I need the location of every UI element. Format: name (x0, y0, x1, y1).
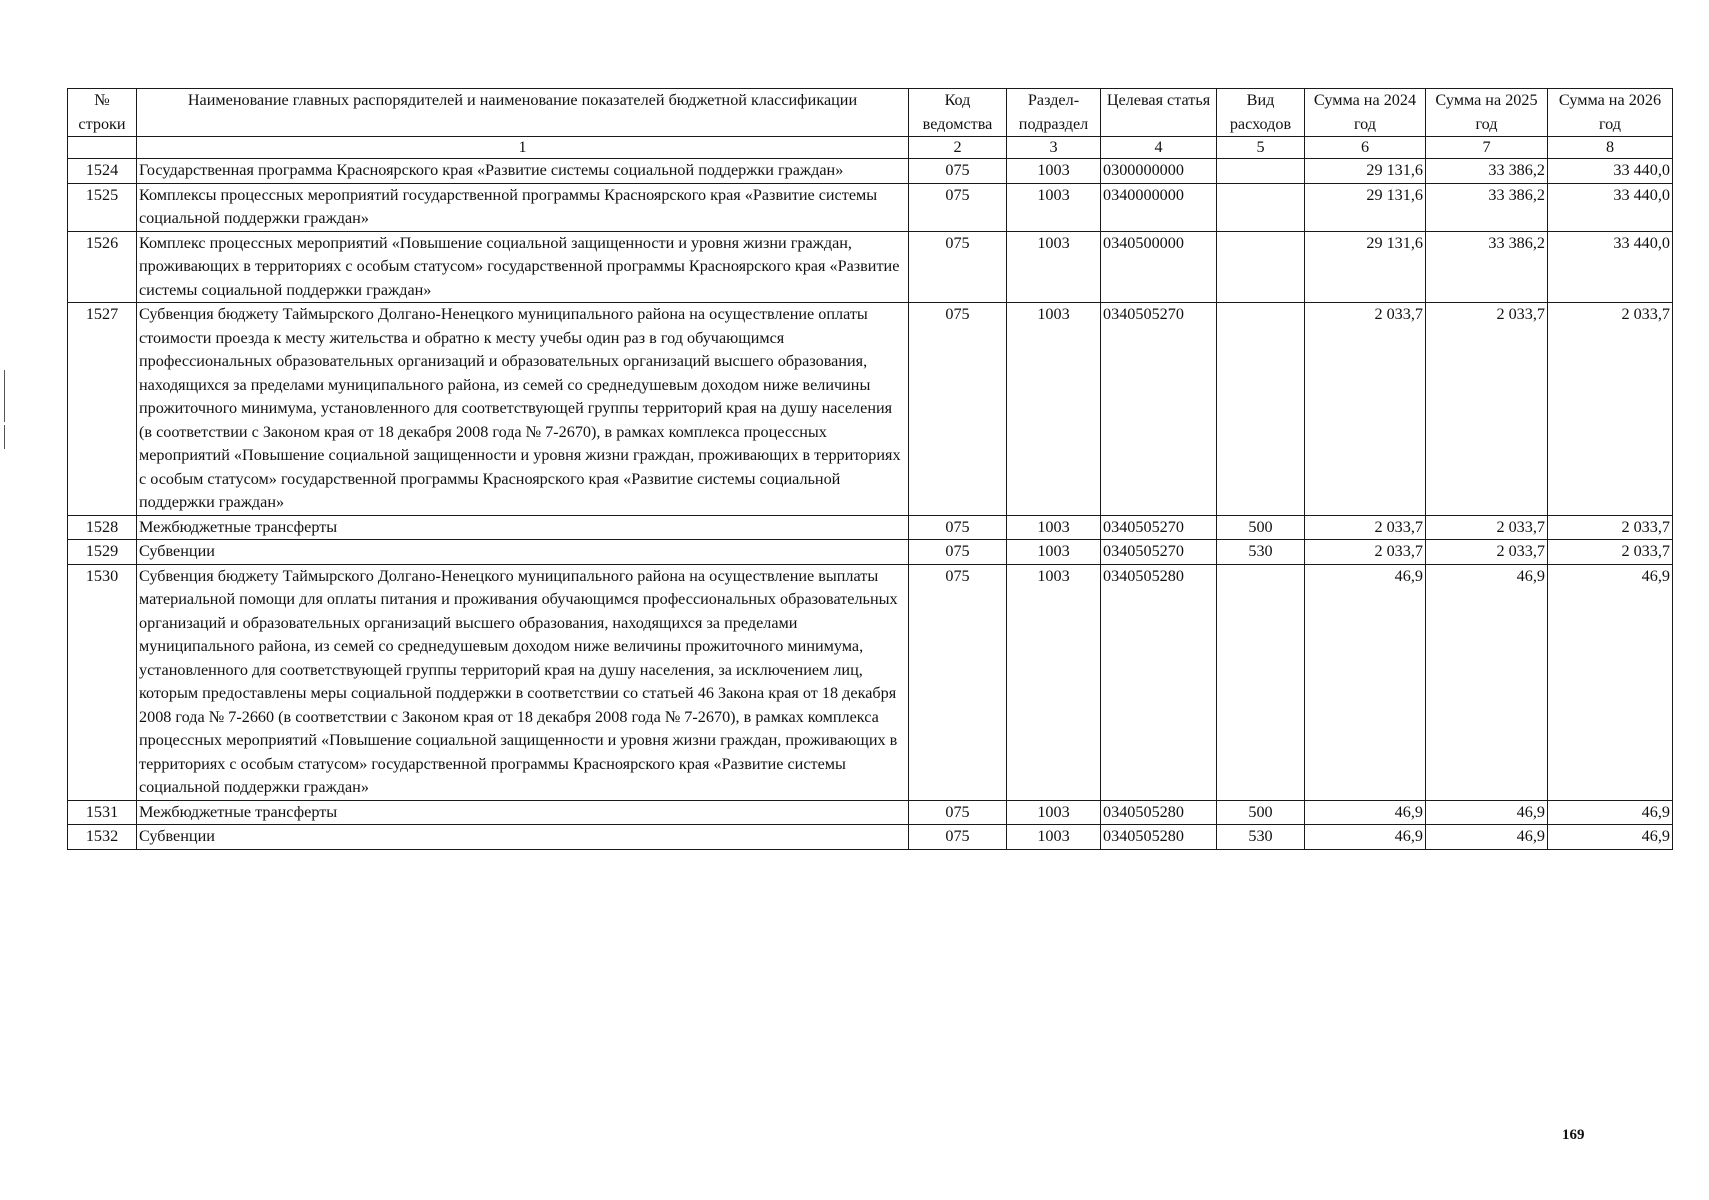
section-cell: 1003 (1007, 564, 1101, 800)
section-cell: 1003 (1007, 159, 1101, 184)
column-number: 1 (137, 137, 909, 159)
column-number: 6 (1305, 137, 1426, 159)
sum-2026-cell: 2 033,7 (1548, 515, 1673, 540)
scan-mark (4, 370, 5, 422)
row-number-cell: 1527 (68, 303, 137, 516)
row-number-cell: 1528 (68, 515, 137, 540)
target-article-cell: 0340505280 (1101, 564, 1217, 800)
expense-type-cell (1217, 231, 1305, 303)
sum-2025-cell: 46,9 (1426, 825, 1548, 850)
sum-2024-cell: 29 131,6 (1305, 159, 1426, 184)
dept-code-cell: 075 (909, 159, 1007, 184)
header-sum-2026: Сумма на 2026 год (1548, 89, 1673, 137)
sum-2024-cell: 46,9 (1305, 825, 1426, 850)
row-name-cell: Комплекс процессных мероприятий «Повышение социальной защищенности и уровня жизни граждан, проживающих в территориях с особым статусом» государственной программы Красноярского края «Развитие системы социальной поддержки граждан» (137, 231, 909, 303)
sum-2024-cell: 46,9 (1305, 564, 1426, 800)
row-name-cell: Субвенция бюджету Таймырского Долгано-Ненецкого муниципального района на осуществление выплаты материальной помощи для оплаты питания и проживания обучающимся профессиональных образовательных организаций и образовательных организаций высшего образования, находящихся за пределами муниципального района, из семей со среднедушевым доходом ниже величины прожиточного минимума, установленного для соответствующей группы территорий края на душу населения, за исключением лиц, которым предоставлены меры социальной поддержки в соответствии со статьей 46 Закона края от 18 декабря 2008 года № 7-2660 (в соответствии с Законом края от 18 декабря 2008 года № 7-2670), в рамках комплекса процессных мероприятий «Повышение социальной защищенности и уровня жизни граждан, проживающих в территориях с особым статусом» государственной программы Красноярского края «Развитие системы социальной поддержки граждан» (137, 564, 909, 800)
row-number-cell: 1526 (68, 231, 137, 303)
table-row (68, 515, 1673, 540)
header-expense-type: Вид расходов (1217, 89, 1305, 137)
row-number-cell: 1532 (68, 825, 137, 850)
dept-code-cell: 075 (909, 183, 1007, 231)
target-article-cell: 0340505270 (1101, 540, 1217, 565)
header-sum-2024: Сумма на 2024 год (1305, 89, 1426, 137)
sum-2024-cell: 2 033,7 (1305, 515, 1426, 540)
expense-type-cell: 500 (1217, 800, 1305, 825)
expense-type-cell (1217, 564, 1305, 800)
row-name-cell: Межбюджетные трансферты (137, 515, 909, 540)
row-name-cell: Субвенции (137, 540, 909, 565)
column-number: 2 (909, 137, 1007, 159)
sum-2026-cell: 46,9 (1548, 825, 1673, 850)
target-article-cell: 0340505270 (1101, 303, 1217, 516)
table-row (68, 825, 1673, 850)
column-number: 8 (1548, 137, 1673, 159)
target-article-cell: 0300000000 (1101, 159, 1217, 184)
scan-mark (4, 425, 5, 449)
row-number-cell: 1525 (68, 183, 137, 231)
column-number-row (68, 137, 1673, 159)
sum-2025-cell: 33 386,2 (1426, 231, 1548, 303)
header-name: Наименование главных распорядителей и наименование показателей бюджетной классификации (137, 89, 909, 137)
sum-2025-cell: 46,9 (1426, 800, 1548, 825)
row-number-cell: 1524 (68, 159, 137, 184)
row-number-cell: 1529 (68, 540, 137, 565)
row-name-cell: Субвенции (137, 825, 909, 850)
column-number: 5 (1217, 137, 1305, 159)
table-row (68, 564, 1673, 800)
section-cell: 1003 (1007, 231, 1101, 303)
section-cell: 1003 (1007, 515, 1101, 540)
header-target: Целевая статья (1101, 89, 1217, 137)
dept-code-cell: 075 (909, 303, 1007, 516)
sum-2025-cell: 33 386,2 (1426, 183, 1548, 231)
table-row (68, 231, 1673, 303)
header-dept-code: Код ведомства (909, 89, 1007, 137)
dept-code-cell: 075 (909, 515, 1007, 540)
row-number-cell: 1531 (68, 800, 137, 825)
sum-2026-cell: 46,9 (1548, 564, 1673, 800)
sum-2026-cell: 2 033,7 (1548, 303, 1673, 516)
row-name-cell: Субвенция бюджету Таймырского Долгано-Ненецкого муниципального района на осуществление оплаты стоимости проезда к месту жительства и обратно к месту учебы один раз в год обучающимся профессиональных образовательных организаций и образовательных организаций высшего образования, находящихся за пределами муниципального района, из семей со среднедушевым доходом ниже величины прожиточного минимума, установленного для соответствующей группы территорий края на душу населения (в соответствии с Законом края от 18 декабря 2008 года № 7-2670), в рамках комплекса процессных мероприятий «Повышение социальной защищенности и уровня жизни граждан, проживающих в территориях с особым статусом» государственной программы Красноярского края «Развитие системы социальной поддержки граждан» (137, 303, 909, 516)
expense-type-cell (1217, 159, 1305, 184)
table-row (68, 183, 1673, 231)
section-cell: 1003 (1007, 800, 1101, 825)
section-cell: 1003 (1007, 540, 1101, 565)
target-article-cell: 0340505270 (1101, 515, 1217, 540)
dept-code-cell: 075 (909, 825, 1007, 850)
sum-2024-cell: 29 131,6 (1305, 231, 1426, 303)
table-row (68, 800, 1673, 825)
sum-2025-cell: 2 033,7 (1426, 303, 1548, 516)
sum-2026-cell: 2 033,7 (1548, 540, 1673, 565)
row-name-cell: Межбюджетные трансферты (137, 800, 909, 825)
row-name-cell: Комплексы процессных мероприятий государственной программы Красноярского края «Развитие системы социальной поддержки граждан» (137, 183, 909, 231)
expense-type-cell (1217, 183, 1305, 231)
budget-table (67, 88, 1673, 850)
dept-code-cell: 075 (909, 564, 1007, 800)
table-row (68, 159, 1673, 184)
expense-type-cell: 530 (1217, 540, 1305, 565)
expense-type-cell (1217, 303, 1305, 516)
table-row (68, 303, 1673, 516)
expense-type-cell: 500 (1217, 515, 1305, 540)
column-number-blank (68, 137, 137, 159)
header-row-no: № строки (68, 89, 137, 137)
sum-2025-cell: 2 033,7 (1426, 515, 1548, 540)
sum-2025-cell: 46,9 (1426, 564, 1548, 800)
sum-2024-cell: 2 033,7 (1305, 303, 1426, 516)
sum-2025-cell: 2 033,7 (1426, 540, 1548, 565)
target-article-cell: 0340505280 (1101, 800, 1217, 825)
sum-2025-cell: 33 386,2 (1426, 159, 1548, 184)
target-article-cell: 0340000000 (1101, 183, 1217, 231)
sum-2026-cell: 33 440,0 (1548, 159, 1673, 184)
page-number: 169 (1562, 1127, 1585, 1143)
column-number: 7 (1426, 137, 1548, 159)
sum-2024-cell: 46,9 (1305, 800, 1426, 825)
header-sum-2025: Сумма на 2025 год (1426, 89, 1548, 137)
sum-2024-cell: 29 131,6 (1305, 183, 1426, 231)
table-header-row (68, 89, 1673, 137)
sum-2026-cell: 46,9 (1548, 800, 1673, 825)
sum-2024-cell: 2 033,7 (1305, 540, 1426, 565)
section-cell: 1003 (1007, 303, 1101, 516)
column-number: 3 (1007, 137, 1101, 159)
section-cell: 1003 (1007, 183, 1101, 231)
dept-code-cell: 075 (909, 540, 1007, 565)
dept-code-cell: 075 (909, 800, 1007, 825)
section-cell: 1003 (1007, 825, 1101, 850)
target-article-cell: 0340500000 (1101, 231, 1217, 303)
column-number: 4 (1101, 137, 1217, 159)
sum-2026-cell: 33 440,0 (1548, 231, 1673, 303)
table-body (68, 159, 1673, 850)
target-article-cell: 0340505280 (1101, 825, 1217, 850)
row-name-cell: Государственная программа Красноярского края «Развитие системы социальной поддержки граждан» (137, 159, 909, 184)
dept-code-cell: 075 (909, 231, 1007, 303)
expense-type-cell: 530 (1217, 825, 1305, 850)
table-row (68, 540, 1673, 565)
row-number-cell: 1530 (68, 564, 137, 800)
sum-2026-cell: 33 440,0 (1548, 183, 1673, 231)
header-section: Раздел-подраздел (1007, 89, 1101, 137)
